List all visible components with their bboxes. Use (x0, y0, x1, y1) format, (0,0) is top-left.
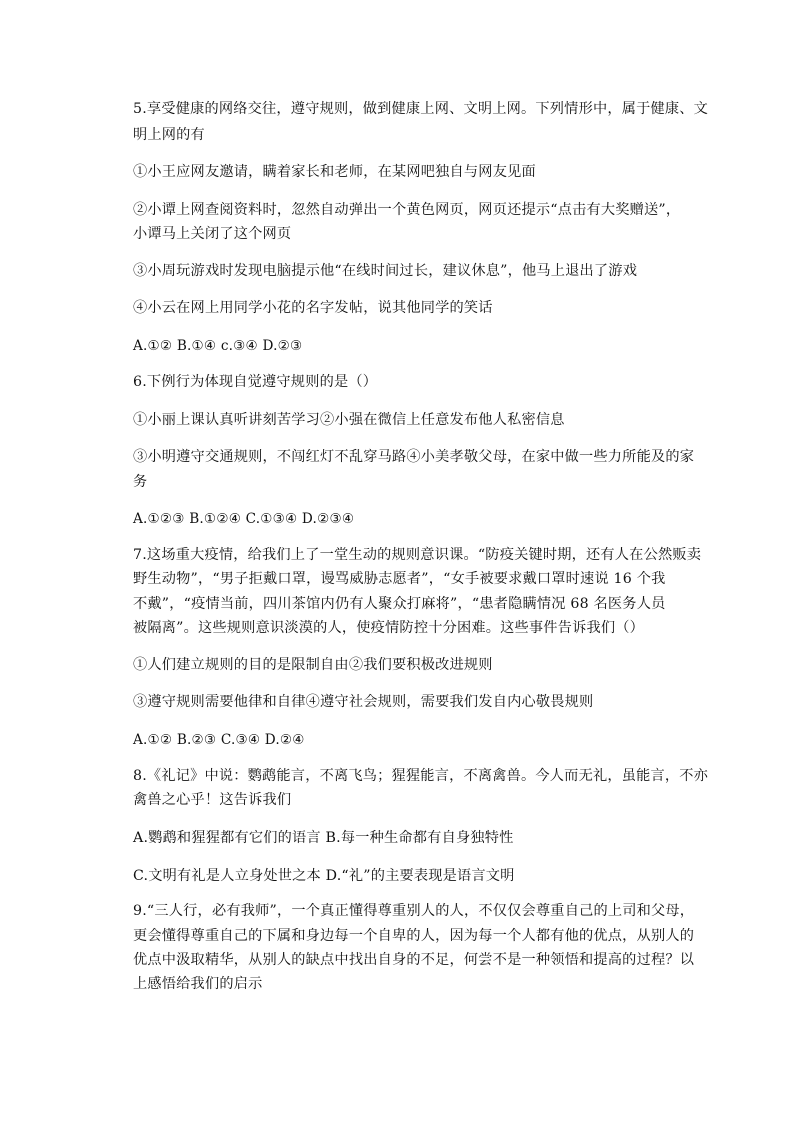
q5-item-2-line-1: ②小谭上网查阅资料时，忽然自动弹出一个黄色网页，网页还提示“点击有大奖赠送”， (133, 202, 681, 218)
q5-item-4: ④小云在网上用同学小花的名字发帖，说其他同学的笑话 (133, 300, 493, 316)
q5-stem-line-2: 明上网的有 (133, 127, 205, 143)
q7-stem-line-1: 7.这场重大疫情，给我们上了一堂生动的规则意识课。“防疫关键时期，还有人在公然贩卖 (133, 547, 702, 563)
q9-stem-line-4: 上感悟给我们的启示 (133, 976, 263, 992)
q8-options-line-1: A.鹦鹉和猩猩都有它们的语言 B.每一种生命都有自身独特性 (133, 830, 514, 846)
q6-options: A.①②③ B.①②④ C.①③④ D.②③④ (133, 511, 355, 527)
q5-item-1: ①小王应网友邀请，瞒着家长和老师，在某网吧独自与网友见面 (133, 164, 536, 180)
q9-stem-line-2: 更会懂得尊重自己的下属和身边每一个自卑的人，因为每一个人都有他的优点，从别人的 (133, 928, 695, 944)
q5-options: A.①② B.①④ c.③④ D.②③ (133, 338, 303, 354)
q6-item-1: ①小丽上课认真听讲刻苦学习②小强在微信上任意发布他人私密信息 (133, 412, 565, 428)
q8-stem-line-1: 8.《礼记》中说：鹦鹉能言，不离飞鸟；猩猩能言，不离禽兽。今人而无礼，虽能言，不亦 (133, 768, 709, 784)
q8-options-line-2: C.文明有礼是人立身处世之本 D.“礼”的主要表现是语言文明 (133, 868, 515, 884)
q7-item-1: ①人们建立规则的目的是限制自由②我们要积极改进规则 (133, 657, 493, 673)
q8-stem-line-2: 禽兽之心乎！这告诉我们 (133, 792, 292, 808)
q7-stem-line-4: 被隔离”。这些规则意识淡漠的人，使疫情防控十分困难。这些事件告诉我们（） (133, 620, 645, 636)
q7-stem-line-3: 不戴”，“疫情当前，四川茶馆内仍有人聚众打麻将”，“患者隐瞒情况 68 名医务人员 (133, 596, 666, 612)
q7-item-2: ③遵守规则需要他律和自律④遵守社会规则，需要我们发自内心敬畏规则 (133, 694, 594, 710)
q5-stem-line-1: 5.享受健康的网络交往，遵守规则，做到健康上网、文明上网。下列情形中，属于健康、文 (133, 101, 709, 117)
q5-item-2-line-2: 小谭马上关闭了这个网页 (133, 226, 292, 242)
q6-stem: 6.下例行为体现自觉遵守规则的是（） (133, 374, 378, 390)
q6-item-2-line-1: ③小明遵守交通规则，不闯红灯不乱穿马路④小美孝敬父母，在家中做一些力所能及的家 (133, 449, 695, 465)
q7-stem-line-2: 野生动物”，“男子拒戴口罩，谩骂威胁志愿者”，“女手被要求戴口罩时速说 16 个我 (133, 571, 666, 587)
q5-item-3: ③小周玩游戏时发现电脑提示他“在线时间过长，建议休息”，他马上退出了游戏 (133, 263, 638, 279)
q6-item-2-line-2: 务 (133, 474, 148, 490)
q9-stem-line-1: 9.“三人行，必有我师”，一个真正懂得尊重别人的人，不仅仅会尊重自己的上司和父母， (133, 903, 695, 919)
q7-options: A.①② B.②③ C.③④ D.②④ (133, 732, 305, 748)
q9-stem-line-3: 优点中汲取精华，从别人的缺点中找出自身的不足，何尝不是一种领悟和提高的过程？以 (133, 952, 695, 968)
